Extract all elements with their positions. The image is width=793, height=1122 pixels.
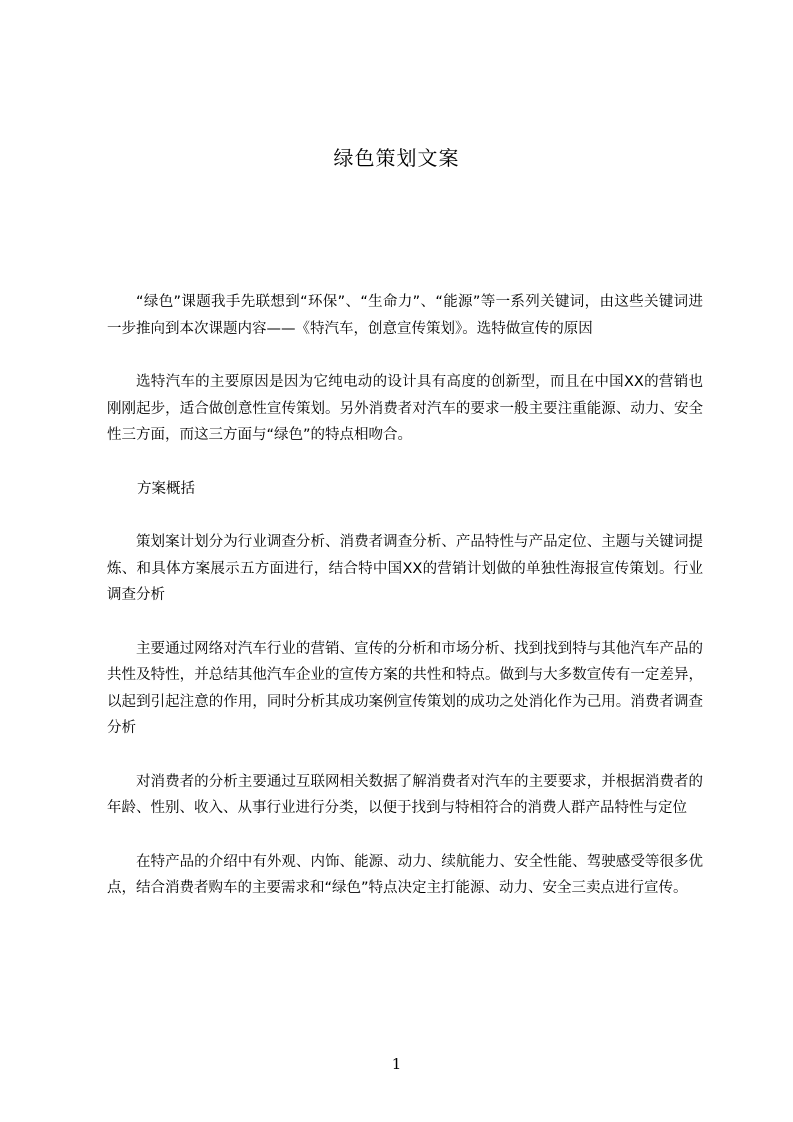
paragraph-industry-analysis: 主要通过网络对汽车行业的营销、宣传的分析和市场分析、找到找到特与其他汽车产品的共性及特性，并总结其他汽车企业的宣传方案的共性和特点。做到与大多数宣传有一定差异，以起到引起注意的作用，同时分析其成功案例宣传策划的成功之处消化作为己用。消费者调查分析 xyxy=(107,640,703,736)
paragraph-intro: “绿色”课题我手先联想到“环保”、“生命力”、“能源”等一系列关键词，由这些关键词进一步推向到本次课题内容——《特汽车，创意宣传策划》。选特做宣传的原因 xyxy=(107,294,703,337)
paragraph-plan: 策划案计划分为行业调查分析、消费者调查分析、产品特性与产品定位、主题与关键词提炼、和具体方案展示五方面进行，结合特中国XX的营销计划做的单独性海报宣传策划。行业调查分析 xyxy=(107,534,703,603)
paragraph-product-features: 在特产品的介绍中有外观、内饰、能源、动力、续航能力、安全性能、驾驶感受等很多优点，结合消费者购车的主要需求和“绿色”特点决定主打能源、动力、安全三卖点进行宣传。 xyxy=(107,853,703,896)
paragraph-reason: 选特汽车的主要原因是因为它纯电动的设计具有高度的创新型，而且在中国XX的营销也刚刚起步，适合做创意性宣传策划。另外消费者对汽车的要求一般主要注重能源、动力、安全性三方面，而这三方面与“绿色”的特点相吻合。 xyxy=(107,374,703,443)
document-body xyxy=(107,289,703,929)
document-title: 绿色策划文案 xyxy=(333,146,460,170)
paragraph-consumer-analysis: 对消费者的分析主要通过互联网相关数据了解消费者对汽车的主要要求，并根据消费者的年龄、性别、收入、从事行业进行分类，以便于找到与特相符合的消费人群产品特性与定位 xyxy=(107,773,703,816)
section-heading-overview: 方案概括 xyxy=(137,480,195,497)
page-number: 1 xyxy=(391,1055,402,1073)
